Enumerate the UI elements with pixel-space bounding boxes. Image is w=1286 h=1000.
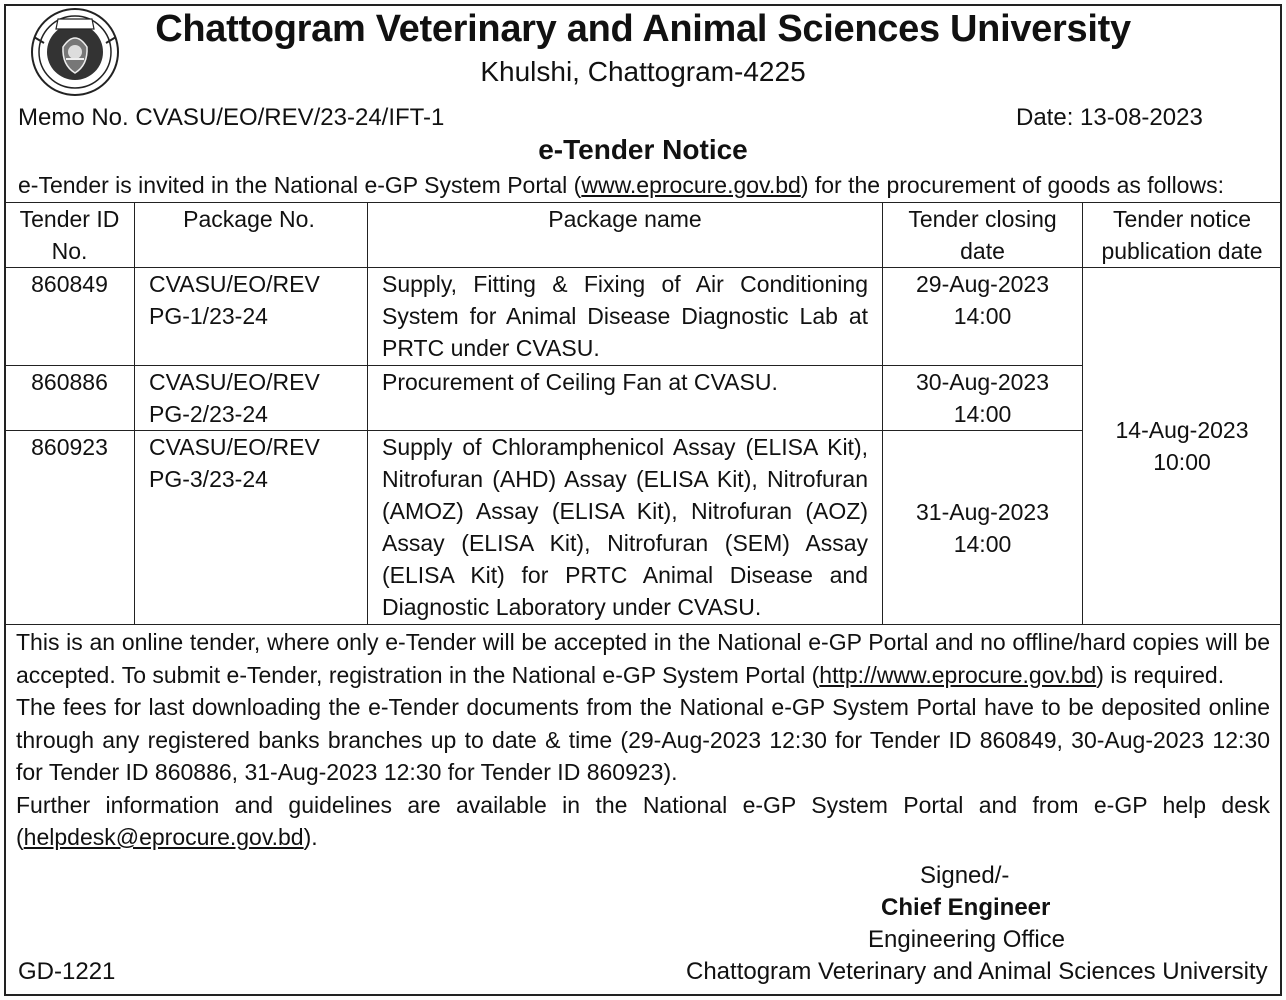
body-paragraph-2: The fees for last downloading the e-Tender documents from the National e-GP System Portal have to be deposited online through any registered banks branches up to date & time (29-Aug-2023 12:30 for Tender ID 860849, 30-Aug-2023 12:30 for Tender ID 860886, 31-Aug-2023 12:30 for Tender ID 860923). xyxy=(16,694,1270,785)
header-package-name: Package name xyxy=(368,203,883,268)
notice-body xyxy=(16,626,1270,854)
tender-id-cell: 860923 xyxy=(5,431,135,625)
closing-date-cell xyxy=(883,366,1083,431)
package-no-line2: PG-1/23-24 xyxy=(149,303,268,329)
package-no-line1: CVASU/EO/REV xyxy=(149,271,320,297)
closing-time: 14:00 xyxy=(953,530,1012,557)
signatory-university: Chattogram Veterinary and Animal Sciences University xyxy=(686,958,1268,985)
university-address: Khulshi, Chattogram-4225 xyxy=(480,56,806,87)
package-no-line2: PG-2/23-24 xyxy=(149,401,268,427)
tender-id-cell: 860849 xyxy=(5,268,135,366)
table-row xyxy=(5,268,1282,366)
package-name-cell: Supply, Fitting & Fixing of Air Conditioning System for Animal Disease Diagnostic Lab at PRTC under CVASU. xyxy=(368,268,883,366)
body-paragraph-1 xyxy=(16,626,1270,691)
intro-text xyxy=(18,172,1224,199)
notice-title: e-Tender Notice xyxy=(538,134,748,165)
closing-time: 14:00 xyxy=(953,401,1012,427)
header-package-no: Package No. xyxy=(135,203,368,268)
p3-after: ). xyxy=(303,824,318,850)
closing-date: 29-Aug-2023 xyxy=(916,271,1049,297)
publication-date-cell xyxy=(1083,268,1282,625)
package-no-cell xyxy=(135,366,368,431)
signatory-designation: Chief Engineer xyxy=(881,894,1051,921)
tender-table xyxy=(4,202,1282,625)
closing-date-cell xyxy=(883,431,1083,625)
package-name-cell: Procurement of Ceiling Fan at CVASU. xyxy=(368,366,883,431)
university-title: Chattogram Veterinary and Animal Sciences University xyxy=(155,8,1131,50)
package-no-cell xyxy=(135,431,368,625)
portal-link-2[interactable]: http://www.eprocure.gov.bd xyxy=(819,661,1097,688)
header-closing-date: Tender closing date xyxy=(883,203,1083,268)
tender-id-cell: 860886 xyxy=(5,366,135,431)
body-paragraph-3 xyxy=(16,789,1270,854)
intro-after: ) for the procurement of goods as follows: xyxy=(800,172,1224,198)
signed-label: Signed/- xyxy=(920,862,1010,889)
helpdesk-email-link[interactable]: helpdesk@eprocure.gov.bd xyxy=(23,824,304,850)
closing-date: 30-Aug-2023 xyxy=(916,369,1049,395)
gd-code: GD-1221 xyxy=(18,958,116,985)
signatory-office: Engineering Office xyxy=(868,926,1066,953)
university-seal-icon xyxy=(28,7,122,97)
package-no-cell xyxy=(135,268,368,366)
package-no-line1: CVASU/EO/REV xyxy=(149,434,320,460)
memo-date: Date: 13-08-2023 xyxy=(1016,104,1203,131)
package-name-cell: Supply of Chloramphenicol Assay (ELISA Kit), Nitrofuran (AHD) Assay (ELISA Kit), Nitrofuran (AMOZ) Assay (ELISA Kit), Nitrofuran (AOZ) Assay (ELISA Kit), Nitrofuran (SEM) Assay (ELISA Kit) for PRTC Animal Disease and Diagnostic Laboratory under CVASU. xyxy=(368,431,883,625)
package-no-line1: CVASU/EO/REV xyxy=(149,369,320,395)
memo-number: Memo No. CVASU/EO/REV/23-24/IFT-1 xyxy=(18,104,445,131)
closing-date: 31-Aug-2023 xyxy=(916,498,1049,525)
publication-time: 10:00 xyxy=(1153,449,1211,475)
p3-before: Further information and guidelines are available in the National e-GP System Portal and from e-GP help desk ( xyxy=(16,791,1270,850)
portal-link[interactable]: www.eprocure.gov.bd xyxy=(581,172,801,198)
header-publication-date: Tender notice publication date xyxy=(1083,203,1282,268)
closing-time: 14:00 xyxy=(953,303,1012,329)
table-header-row xyxy=(5,203,1282,268)
p1-before: This is an online tender, where only e-Tender will be accepted in the National e-GP Portal and no offline/hard copies will be accepted. To submit e-Tender, registration in the National e-GP System Portal ( xyxy=(16,629,1270,688)
package-no-line2: PG-3/23-24 xyxy=(149,466,268,492)
publication-date: 14-Aug-2023 xyxy=(1115,417,1249,443)
header-tender-id: Tender ID No. xyxy=(5,203,135,268)
intro-before: e-Tender is invited in the National e-GP System Portal ( xyxy=(18,172,582,198)
p1-after: ) is required. xyxy=(1096,661,1225,688)
closing-date-cell xyxy=(883,268,1083,366)
